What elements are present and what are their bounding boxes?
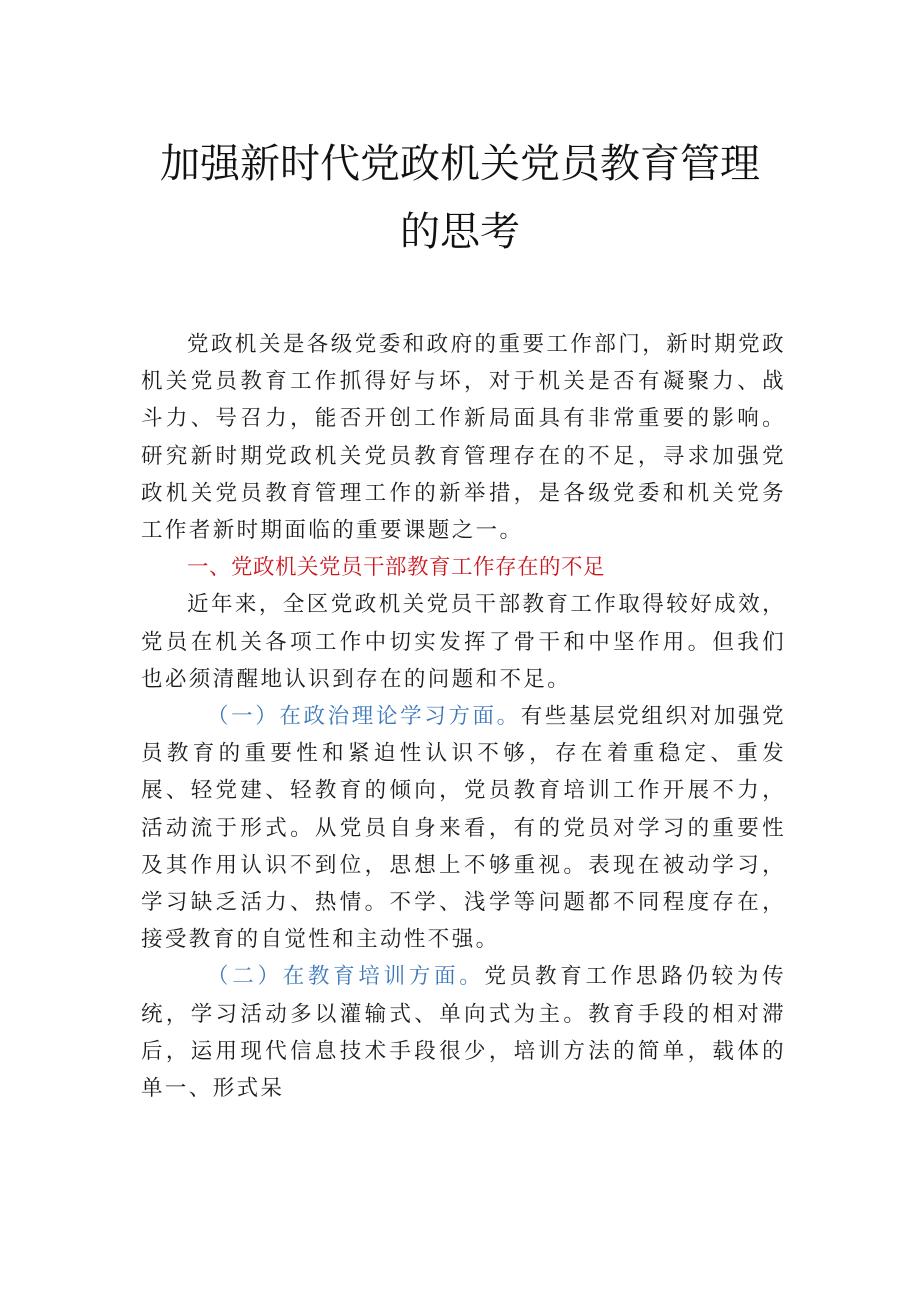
document-title-line-2: 的思考 <box>400 209 520 255</box>
section-1-heading: 一、党政机关党员干部教育工作存在的不足 <box>187 555 606 581</box>
subsection-1-text: 有些基层党组织对加强党员教育的重要性和紧迫性认识不够，存在着重稳定、重发展、轻党建、轻教育的倾向，党员教育培训工作开展不力，活动流于形式。从党员自身来看，有的党员对学习的重要性及其作用认识不到位，思想上不够重视。表现在被动学习，学习缺乏活力、热情。不学、浅学等问题都不同程度存在，接受教育的自觉性和主动性不强。 <box>141 704 786 953</box>
subsection-2-label: （二）在教育培训方面。 <box>207 964 485 990</box>
subsection-2-paragraph <box>141 958 786 1107</box>
subsection-1-label: （一）在政治理论学习方面。 <box>207 704 521 730</box>
intro-paragraph: 党政机关是各级党委和政府的重要工作部门，新时期党政机关党员教育工作抓得好与坏，对于机关是否有凝聚力、战斗力、号召力，能否开创工作新局面具有非常重要的影响。研究新时期党政机关党员教育管理存在的不足，寻求加强党政机关党员教育管理工作的新举措，是各级党委和机关党务工作者新时期面临的重要课题之一。 <box>141 332 786 544</box>
subsection-1-paragraph <box>141 698 786 958</box>
document-title-line-1: 加强新时代党政机关党员教育管理 <box>160 141 760 187</box>
section-1-paragraph: 近年来，全区党政机关党员干部教育工作取得较好成效，党员在机关各项工作中切实发挥了骨干和中坚作用。但我们也必须清醒地认识到存在的问题和不足。 <box>141 592 786 692</box>
subsection-2-text: 党员教育工作思路仍较为传统，学习活动多以灌输式、单向式为主。教育手段的相对滞后，运用现代信息技术手段很少，培训方法的简单，载体的单一、形式呆 <box>141 964 786 1102</box>
document-body <box>141 326 786 1107</box>
